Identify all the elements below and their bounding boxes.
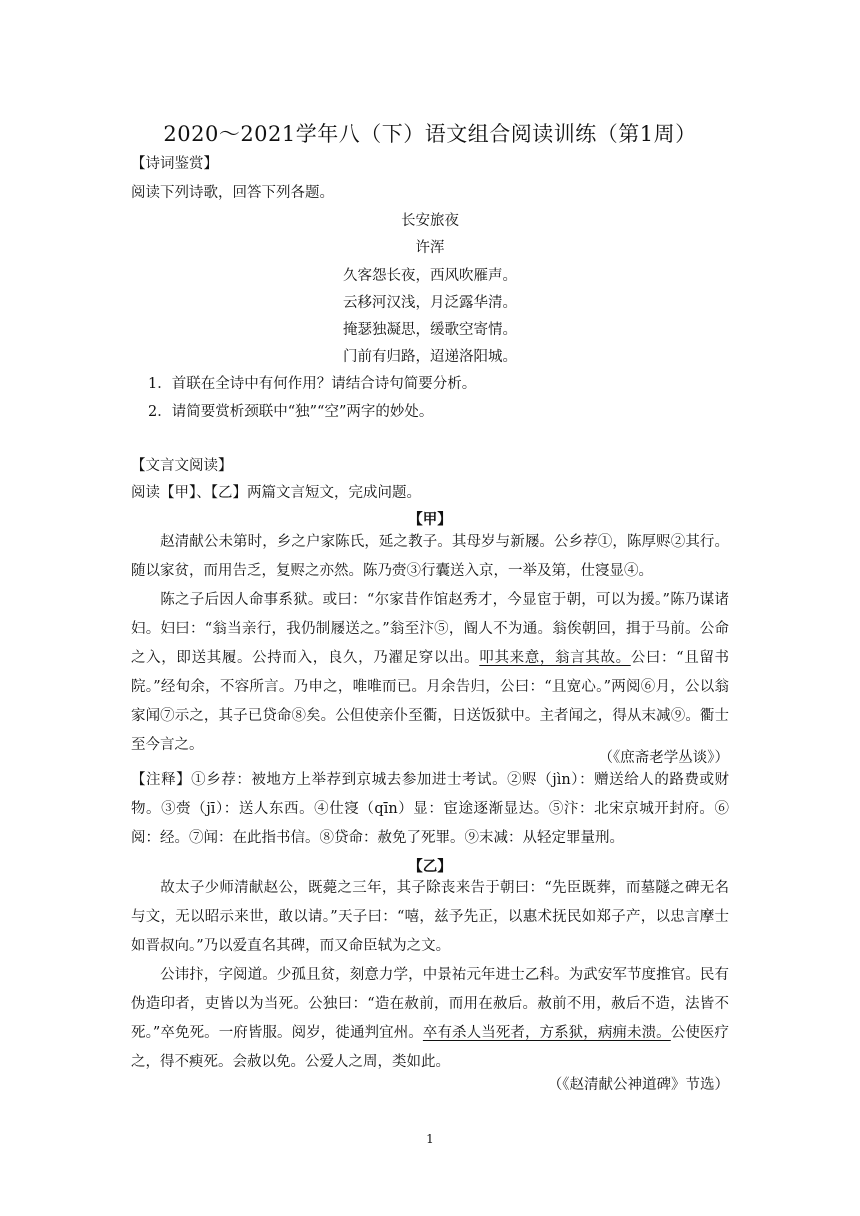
poem-line: 云移河汉浅，月泛露华清。 bbox=[343, 295, 517, 311]
jia-source: （《庶斋老学丛谈》） bbox=[598, 750, 729, 766]
yi-source: （《赵清献公神道碑》节选） bbox=[547, 1077, 729, 1093]
poem-author: 许浑 bbox=[415, 240, 445, 256]
jia-label: 【甲】 bbox=[408, 511, 452, 528]
page-number: 1 bbox=[426, 1132, 434, 1146]
jia-paragraph-1: 赵清献公未第时，乡之户家陈氏，延之教子。其母岁与新屦。公乡荐①，陈厚赆②其行。随以家贫，而用告乏，复赆之亦然。陈乃赍③行囊送入京，一举及第，仕寖显④。 bbox=[131, 534, 729, 579]
underlined-sentence: 卒有杀人当死者，方系狱，病痈未溃。 bbox=[422, 1025, 671, 1041]
poetry-heading: 【诗词鉴赏】 bbox=[131, 156, 218, 172]
yi-paragraph-2: 公讳抃，字阅道。少孤且贫，刻意力学，中景祐元年进士乙科。为武安军节度推官。民有伪造印者，吏皆以为当死。公独曰：“造在赦前，而用在赦后。赦前不用，赦后不造，法皆不死。”卒免死。一府皆服。阅岁，徙通判宜州。卒有杀人当死者，方系狱，病痈未溃。公使医疗之，得不瘐死。会赦以免。公爱人之周，类如此。 bbox=[131, 967, 730, 1070]
poetry-question: 2．请简要赏析颈联中“独”“空”两字的妙处。 bbox=[148, 404, 434, 420]
jia-paragraph-2: 陈之子后因人命事系狱。或曰：“尔家昔作馆赵秀才，今显宦于朝，可以为援。”陈乃谋诸妇。妇曰：“翁当亲行，我仍制屦送之。”翁至汴⑤，阍人不为通。翁俟朝回，揖于马前。公命之入，即送其履。公持而入，良久，乃濯足穿以出。叩其来意，翁言其故。公曰：“且留书院。”经旬余，不容所言。乃申之，唯唯而已。月余告归，公曰：“且宽心。”两阅⑥月，公以翁家闻⑦示之，其子已贷命⑧矣。公但使亲仆至衢，日送饭狱中。主者闻之，得从末减⑨。衢士至今言之。 bbox=[131, 592, 730, 753]
yi-paragraph-1: 故太子少师清献赵公，既薨之三年，其子除丧来告于朝曰：“先臣既葬，而墓隧之碑无名与文，无以昭示来世，敢以请。”天子曰：“嘻，兹予先正，以惠术抚民如郑子产，以忠言摩士如晋叔向。”乃以爱直名其碑，而又命臣轼为之文。 bbox=[131, 880, 729, 954]
yi-label: 【乙】 bbox=[408, 858, 452, 875]
underlined-sentence: 叩其来意，翁言其故。 bbox=[479, 650, 631, 666]
poem-line: 门前有归路，迢递洛阳城。 bbox=[343, 349, 517, 365]
poem-line: 久客怨长夜，西风吹雁声。 bbox=[343, 268, 517, 284]
classical-instruction: 阅读【甲】、【乙】两篇文言短文，完成问题。 bbox=[131, 485, 421, 501]
jia-notes: 【注释】①乡荐：被地方上举荐到京城去参加进士考试。②赆（jìn）：赠送给人的路费或财物。③赍（jī）：送人东西。④仕寖（qīn）显：宦途逐渐显达。⑤汴：北宋京城开封府。⑥阅：经。⑦闻：在此指书信。⑧贷命：赦免了死罪。⑨末减：从轻定罪量刑。 bbox=[131, 772, 729, 846]
poetry-question: 1．首联在全诗中有何作用？请结合诗句简要分析。 bbox=[148, 376, 477, 392]
page-title: 2020～2021学年八（下）语文组合阅读训练（第1周） bbox=[163, 122, 697, 146]
poetry-instruction: 阅读下列诗歌，回答下列各题。 bbox=[131, 185, 334, 201]
poem-line: 掩瑟独凝思，缓歌空寄情。 bbox=[343, 322, 517, 338]
classical-heading: 【文言文阅读】 bbox=[131, 458, 233, 474]
poem-title: 长安旅夜 bbox=[401, 213, 459, 229]
